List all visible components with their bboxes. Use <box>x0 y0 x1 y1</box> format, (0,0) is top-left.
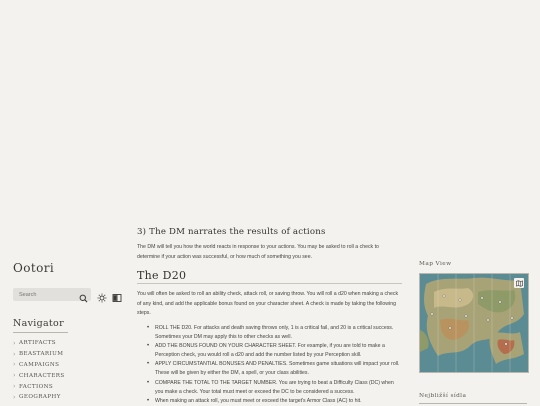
site-title[interactable]: Ootori <box>13 261 55 275</box>
navigator-list <box>13 338 65 403</box>
world-map-image <box>420 274 528 372</box>
nav-item-characters[interactable] <box>13 370 65 381</box>
section-3-heading: 3) The DM narrates the results of actions <box>137 227 326 237</box>
list-item: • ROLL THE D20. For attacks and death saving throws only, 1 is a critical fail, and 20 is a critical success. Sometimes your DM may apply this to other checks as well. <box>147 324 402 342</box>
d20-paragraph: You will often be asked to roll an ability check, attack roll, or saving throw. You will roll a d20 when making a check of any kind, and add the applicable bonus found on your character sheet. A check is made by taking the following steps. <box>137 291 399 317</box>
list-item: • ADD THE BONUS FOUND ON YOUR CHARACTER SHEET. For example, if you are told to make a Perception check, you would roll a d20 and add the number listed by your Perception skill. <box>147 342 402 360</box>
nav-item-label: BEASTARIUM <box>19 351 64 358</box>
map-icon[interactable] <box>514 278 524 288</box>
world-map[interactable] <box>419 273 529 373</box>
chevron-right-icon: › <box>13 393 16 401</box>
nav-item-label: GEOGRAPHY <box>19 394 61 401</box>
d20-divider <box>137 283 402 284</box>
nav-item-label: FACTIONS <box>19 383 54 390</box>
nav-item-artifacts[interactable] <box>13 338 65 349</box>
nearby-divider <box>419 403 527 404</box>
nav-item-factions[interactable] <box>13 381 65 392</box>
nav-item-campaigns[interactable] <box>13 360 65 371</box>
nav-item-beastarium[interactable] <box>13 349 65 360</box>
nav-item-label: CHARACTERS <box>19 372 65 379</box>
nav-item-label: CAMPAIGNS <box>19 361 60 368</box>
chevron-right-icon: › <box>13 339 16 347</box>
chevron-right-icon: › <box>13 350 16 358</box>
search-icon[interactable] <box>79 290 88 299</box>
map-view-label: Map View <box>419 261 452 267</box>
d20-heading: The D20 <box>137 269 187 282</box>
search-box[interactable] <box>13 288 91 301</box>
nav-item-geography[interactable] <box>13 392 65 403</box>
nav-item-label: ARTIFACTS <box>19 340 56 347</box>
section-3-paragraph: The DM will tell you how the world reacts in response to your actions. You may be asked to roll a check to determine if your action was successful, or how much of something you see. <box>137 244 379 260</box>
search-input[interactable] <box>13 292 74 298</box>
navigator-divider <box>13 332 68 333</box>
list-item: • APPLY CIRCUMSTANTIAL BONUSES AND PENALTIES. Sometimes game situations will impact your roll. These will be given by either the DM, a spell, or your class abilities. <box>147 360 402 378</box>
check-steps-list <box>147 324 402 406</box>
chevron-right-icon: › <box>13 361 16 369</box>
nearby-settlements-label: Nejbližší sídla <box>419 393 467 399</box>
sun-icon[interactable] <box>97 290 107 300</box>
chevron-right-icon: › <box>13 383 16 391</box>
chevron-right-icon: › <box>13 372 16 380</box>
list-item: • When making an attack roll, you must meet or exceed the target's Armor Class (AC) to hit. <box>147 397 402 406</box>
navigator-title: Navigator <box>13 318 64 329</box>
list-item: • COMPARE THE TOTAL TO THE TARGET NUMBER. You are trying to beat a Difficulty Class (DC) when you make a check. Your total must meet or exceed the DC to be considered a success. <box>147 379 402 397</box>
book-icon[interactable] <box>112 290 122 300</box>
